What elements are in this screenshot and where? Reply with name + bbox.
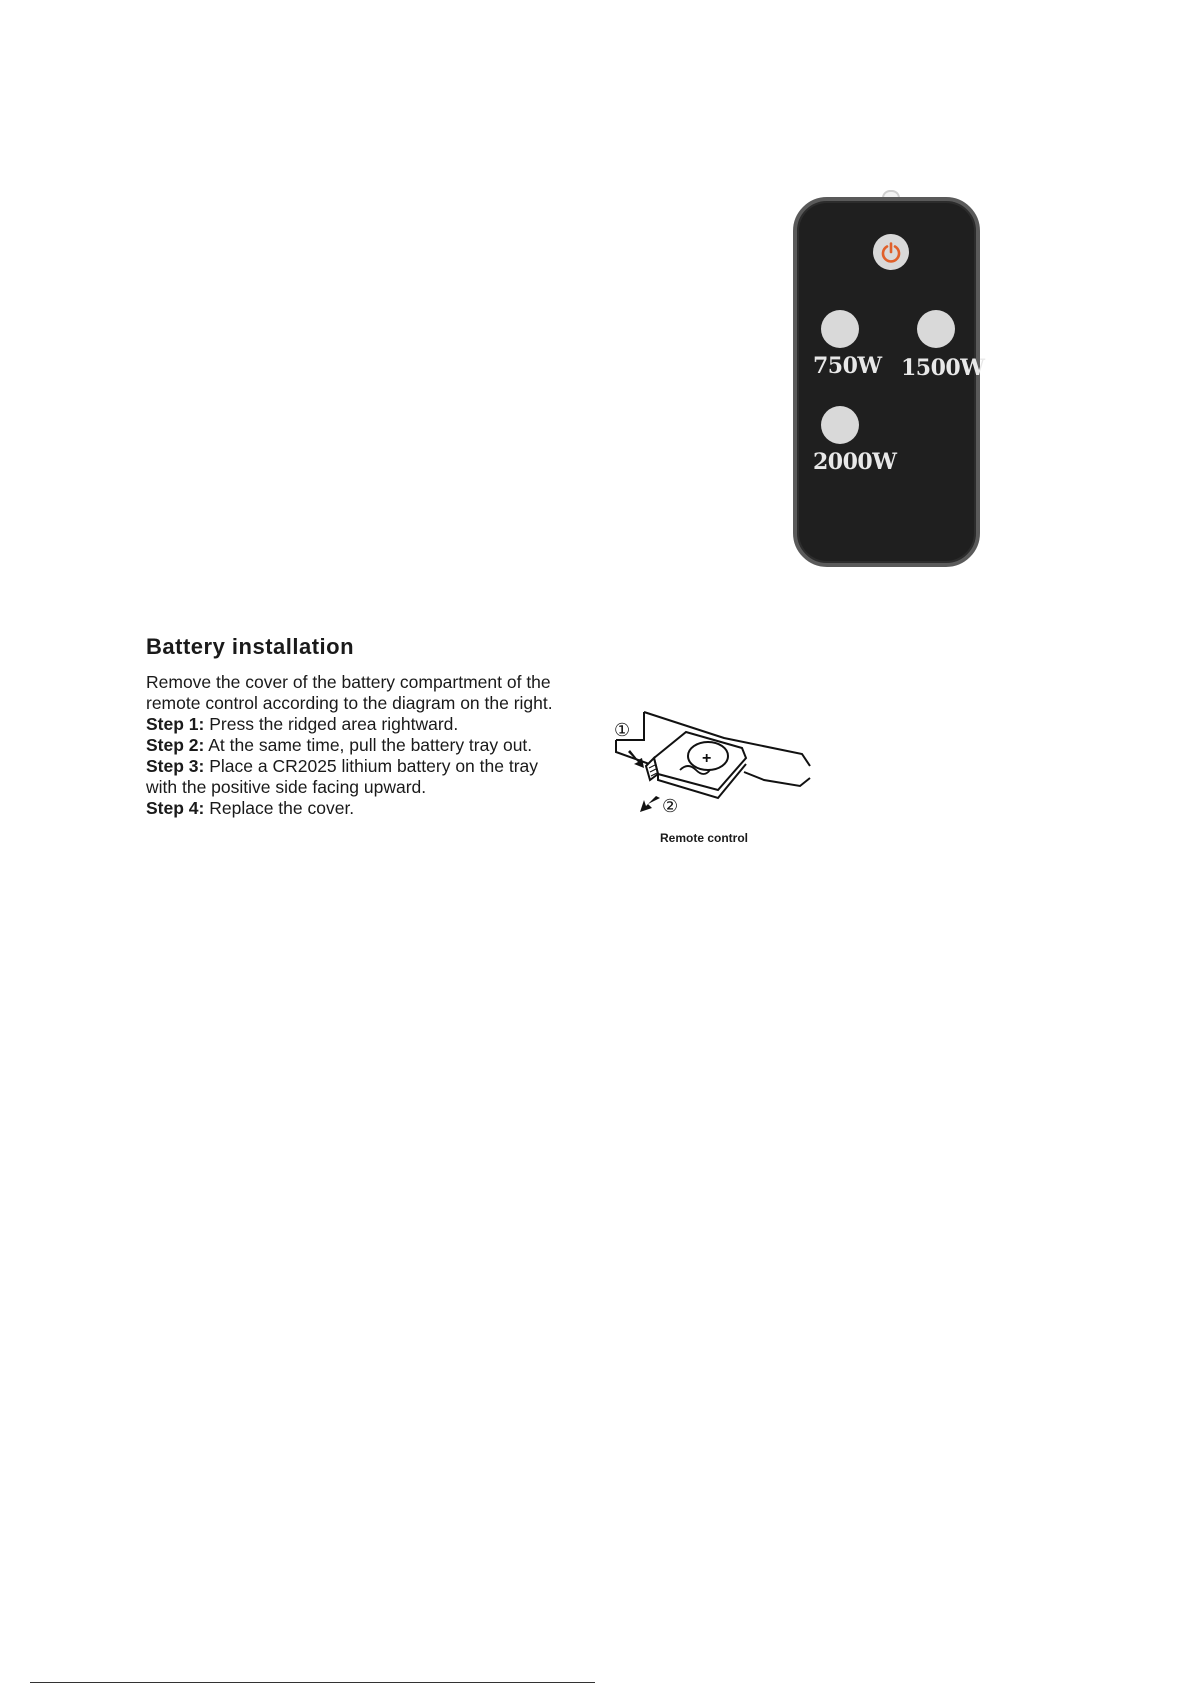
step-label: Step 1: — [146, 714, 205, 734]
step-3-continued — [146, 777, 606, 798]
step-2 — [146, 735, 606, 756]
step-1 — [146, 714, 606, 735]
step-label: Step 4: — [146, 798, 205, 818]
step-marker-2: ② — [662, 796, 679, 817]
remote-body-right-edge — [744, 772, 810, 786]
step-text: Press the ridged area rightward. — [204, 714, 459, 734]
2000w-label: 2000W — [813, 449, 897, 475]
battery-positive-symbol: + — [702, 750, 712, 767]
step-3 — [146, 756, 606, 777]
1500w-label: 1500W — [901, 355, 985, 381]
power-icon — [880, 241, 902, 263]
arrow-2-icon — [640, 796, 660, 812]
remote-control-illustration — [793, 197, 985, 567]
step-marker-1: ① — [614, 720, 631, 741]
1500w-button — [917, 310, 955, 348]
intro-paragraph: Remove the cover of the battery compartment of the remote control according to the diagram on the right. — [146, 672, 553, 713]
step-text: Replace the cover. — [204, 798, 355, 818]
power-button — [873, 234, 909, 270]
step-4 — [146, 798, 606, 819]
diagram-caption: Remote control — [660, 831, 749, 845]
battery-tray-diagram — [614, 708, 814, 818]
footer-rule — [30, 1682, 595, 1683]
step-text: At the same time, pull the battery tray out. — [204, 735, 533, 755]
arrow-1-icon — [628, 750, 644, 768]
step-text: Place a CR2025 lithium battery on the tray — [204, 756, 539, 776]
750w-button — [821, 310, 859, 348]
section-title: Battery installation — [146, 634, 355, 659]
step-text: with the positive side facing upward. — [146, 777, 427, 797]
2000w-button — [821, 406, 859, 444]
battery-installation-section — [146, 634, 606, 819]
step-label: Step 2: — [146, 735, 205, 755]
step-label: Step 3: — [146, 756, 205, 776]
750w-label: 750W — [813, 353, 882, 379]
